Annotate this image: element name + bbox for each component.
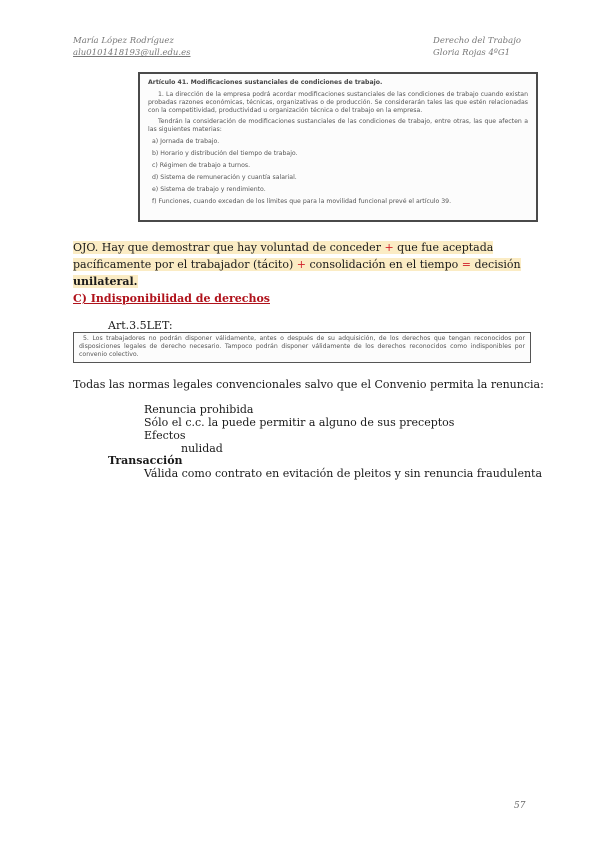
article-item: b) Horario y distribución del tiempo de trabajo. [152,150,298,157]
header-course: Derecho del Trabajo [433,36,521,46]
article-paragraph-1: 1. La dirección de la empresa podrá acordar modificaciones sustanciales de las condiciones de trabajo cuando existan probadas razones económicas, técnicas, organizativas o de producción. Se considerarán tales las que estén relacionadas con la competitividad, productividad u organización técnica o del trabajo en la empresa. [148,91,528,114]
page-number: 57 [514,801,526,811]
list-item: Efectos [144,429,186,442]
article-paragraph-2: Tendrán la consideración de modificaciones sustanciales de las condiciones de trabajo, entre otras, las que afecten a las siguientes materias: [148,118,528,133]
article-item: d) Sistema de remuneración y cuantía salarial. [152,174,297,181]
article-41-box [138,72,538,222]
article-item: f) Funciones, cuando excedan de los límites que para la movilidad funcional prevé el artículo 39. [152,198,452,205]
list-item: Renuncia prohibida [144,403,254,416]
list-item: Sólo el c.c. la puede permitir a alguno de sus preceptos [144,416,455,429]
plus-sign: + [296,258,306,271]
ojo-text: que fue aceptada pacíficamente por el trabajador (tácito) [73,241,494,271]
plus-sign: + [384,241,394,254]
header-professor: Gloria Rojas 4ºG1 [433,48,511,58]
header-email[interactable]: alu0101418193@ull.edu.es [73,48,191,58]
article-title: Artículo 41. Modificaciones sustanciales de condiciones de trabajo. [148,79,383,86]
header-author: María López Rodríguez [73,36,174,46]
section-title: C) Indisponibilidad de derechos [73,292,270,305]
article-item: c) Régimen de trabajo a turnos. [152,162,251,169]
list-item: nulidad [181,442,223,455]
list-item: Válida como contrato en evitación de pleitos y sin renuncia fraudulenta [144,467,543,480]
ojo-text: consolidación en el tiempo [305,258,462,271]
ojo-text: decisión [470,258,521,271]
equals-sign: = [461,258,471,271]
article-item: e) Sistema de trabajo y rendimiento. [152,186,266,193]
article-item: a) Jornada de trabajo. [152,138,220,145]
normas-text: Todas las normas legales convencionales salvo que el Convenio permita la renuncia: [73,378,544,391]
quote-box: 5. Los trabajadores no podrán disponer válidamente, antes o después de su adquisición, de los derechos que tengan reconocidos por disposiciones legales de derecho necesario. Tampoco podrán disponer válidamente de los derechos reconocidos como indisponibles por convenio colectivo. [73,332,531,363]
ojo-bold-word: unilateral. [73,275,138,288]
ojo-text: OJO. Hay que demostrar que hay voluntad de conceder [73,241,385,254]
ojo-note [73,239,543,290]
article-reference: Art.3.5LET: [108,319,173,332]
list-heading: Transacción [108,454,183,467]
